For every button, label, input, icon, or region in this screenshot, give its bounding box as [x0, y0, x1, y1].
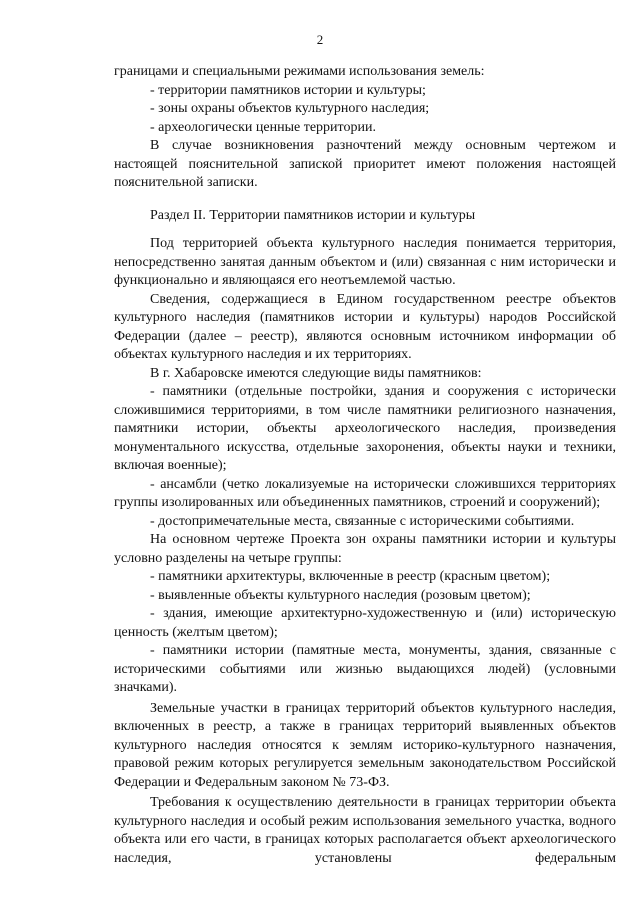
intro-tail: границами и специальными режимами использования земель:: [114, 64, 485, 79]
document-body: [114, 63, 616, 868]
list-item: - достопримечательные места, связанные с историческими событиями.: [150, 513, 575, 529]
list-item: - археологически ценные территории.: [150, 119, 376, 135]
registry-paragraph: Сведения, содержащиеся в Едином государственном реестре объектов культурного наследия (памятников истории и культуры) народов Российской Федерации (далее – реестр), являются основным источником информации об объектах культурного наследия и их территориях.: [114, 291, 616, 362]
section-heading: Раздел II. Территории памятников истории и культуры: [150, 207, 476, 223]
list-item: - памятники истории (памятные места, монументы, здания, связанные с историческими событиями или жизнью выдающихся людей) (условными значками).: [114, 643, 616, 695]
list-item: - выявленные объекты культурного наследия (розовым цветом);: [150, 587, 531, 603]
list-item: - памятники архитектуры, включенные в реестр (красным цветом);: [150, 569, 551, 584]
types-intro: В г. Хабаровске имеются следующие виды памятников:: [150, 365, 482, 381]
groups-intro: На основном чертеже Проекта зон охраны памятники истории и культуры условно разделены на четыре группы:: [114, 532, 616, 566]
list-item: - зоны охраны объектов культурного наследия;: [150, 101, 430, 116]
definition-paragraph: Под территорией объекта культурного наследия понимается территория, непосредственно занятая данным объектом и (или) связанная с ним исторически и функционально и являющаяся его неотъемлемой частью.: [114, 236, 616, 288]
list-item: - здания, имеющие архитектурно-художественную и (или) историческую ценность (желтым цветом);: [114, 606, 616, 640]
list-item: - ансамбли (четко локализуемые на исторически сложившихся территориях группы изолированных или объединенных памятников, строений и сооружений);: [114, 476, 616, 510]
page-number: 2: [316, 32, 324, 47]
list-item: - территории памятников истории и культуры;: [150, 82, 426, 98]
land-plots-paragraph: Земельные участки в границах территорий объектов культурного наследия, включенных в реестр, а также в границах территорий выявленных объектов культурного наследия относятся к землям историко-культурного назначения, правовой режим которых регулируется земельным законодательством Российской Федерации и Федеральным законом № 73-ФЗ.: [114, 700, 616, 790]
priority-paragraph: В случае возникновения разночтений между основным чертежом и настоящей пояснительной запиской приоритет имеют положения настоящей пояснительной записки.: [114, 138, 616, 190]
requirements-paragraph: Требования к осуществлению деятельности в границах территории объекта культурного наследия и особый режим использования земельного участка, водного объекта или его части, в границах которых располагается объект археологического наследия, установлены федеральным: [114, 795, 616, 866]
list-item: - памятники (отдельные постройки, здания и сооружения с исторически сложившимися территориями, в том числе памятники религиозного назначения, памятники истории, объекты археологического наследия, произведения монументального искусства, отдельные захоронения, объекты науки и техники, включая военные);: [114, 384, 616, 473]
